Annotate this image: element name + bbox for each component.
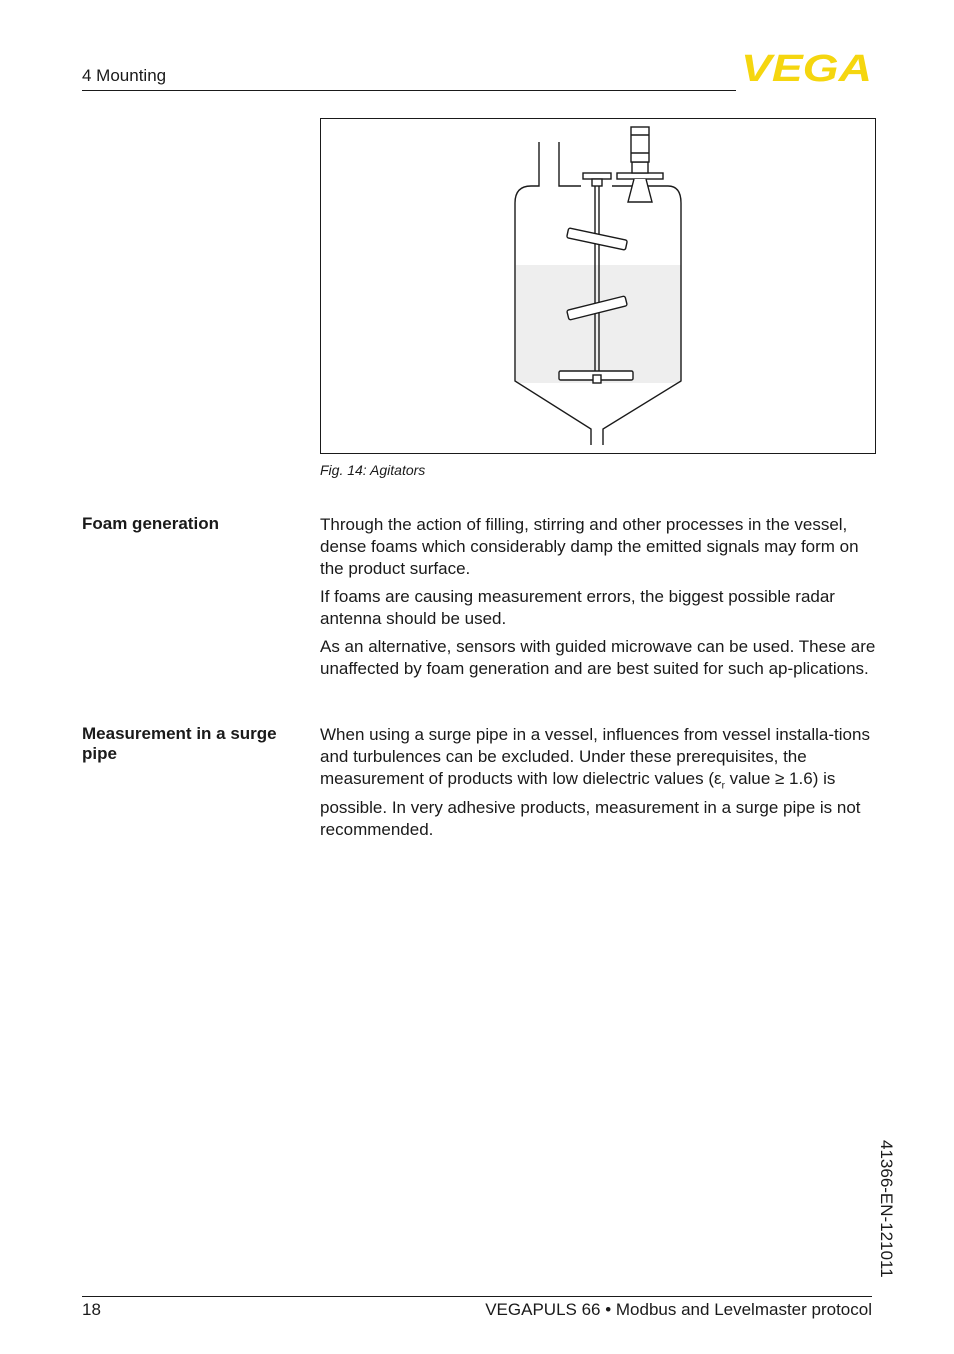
paragraph: If foams are causing measurement errors, the biggest possible radar antenna should be used.: [320, 587, 835, 628]
agitator-figure: [320, 118, 876, 454]
section-label-foam: Foam generation: [82, 514, 219, 533]
page-number: 18: [82, 1300, 101, 1319]
section-label-surge-pipe: Measurement in a surge pipe: [82, 724, 277, 763]
footer-title: VEGAPULS 66 • Modbus and Levelmaster protocol: [485, 1300, 872, 1319]
logo-text: VEGA: [741, 50, 872, 84]
section-body-foam: [320, 514, 880, 686]
sensor-flange: [617, 173, 663, 179]
sensor-neck: [632, 162, 648, 173]
header-section-title: 4 Mounting: [82, 66, 167, 85]
header-rule: [82, 90, 736, 91]
horn-antenna: [628, 179, 652, 202]
figure-caption: Fig. 14: Agitators: [320, 462, 426, 478]
paragraph: When using a surge pipe in a vessel, influences from vessel installa-tions and turbulences can be excluded. Under these prerequisites, the measurement of products with low dielectric values ($\varepsilon_r$ value ≥ 1.6) is possible. In very adhesive products, measurement in a surge pipe is not recommended.: [320, 725, 870, 840]
agitator-blade-upper: [567, 228, 628, 250]
agitator-flange: [583, 173, 611, 179]
paragraph: Through the action of filling, stirring and other processes in the vessel, dense foams which considerably damp the emitted signals may form on the product surface.: [320, 515, 859, 578]
vessel-diagram: [321, 119, 875, 453]
paragraph: As an alternative, sensors with guided microwave can be used. These are unaffected by foam generation and are best suited for such ap-plications.: [320, 637, 876, 678]
section-body-surge-pipe: [320, 724, 880, 847]
vega-logo: [741, 50, 872, 84]
sensor-housing: [631, 127, 649, 162]
doc-code: 41366-EN-121011: [877, 1140, 896, 1278]
agitator-hub: [592, 179, 602, 186]
agitator-tip: [593, 375, 601, 383]
footer-rule: [82, 1296, 872, 1297]
